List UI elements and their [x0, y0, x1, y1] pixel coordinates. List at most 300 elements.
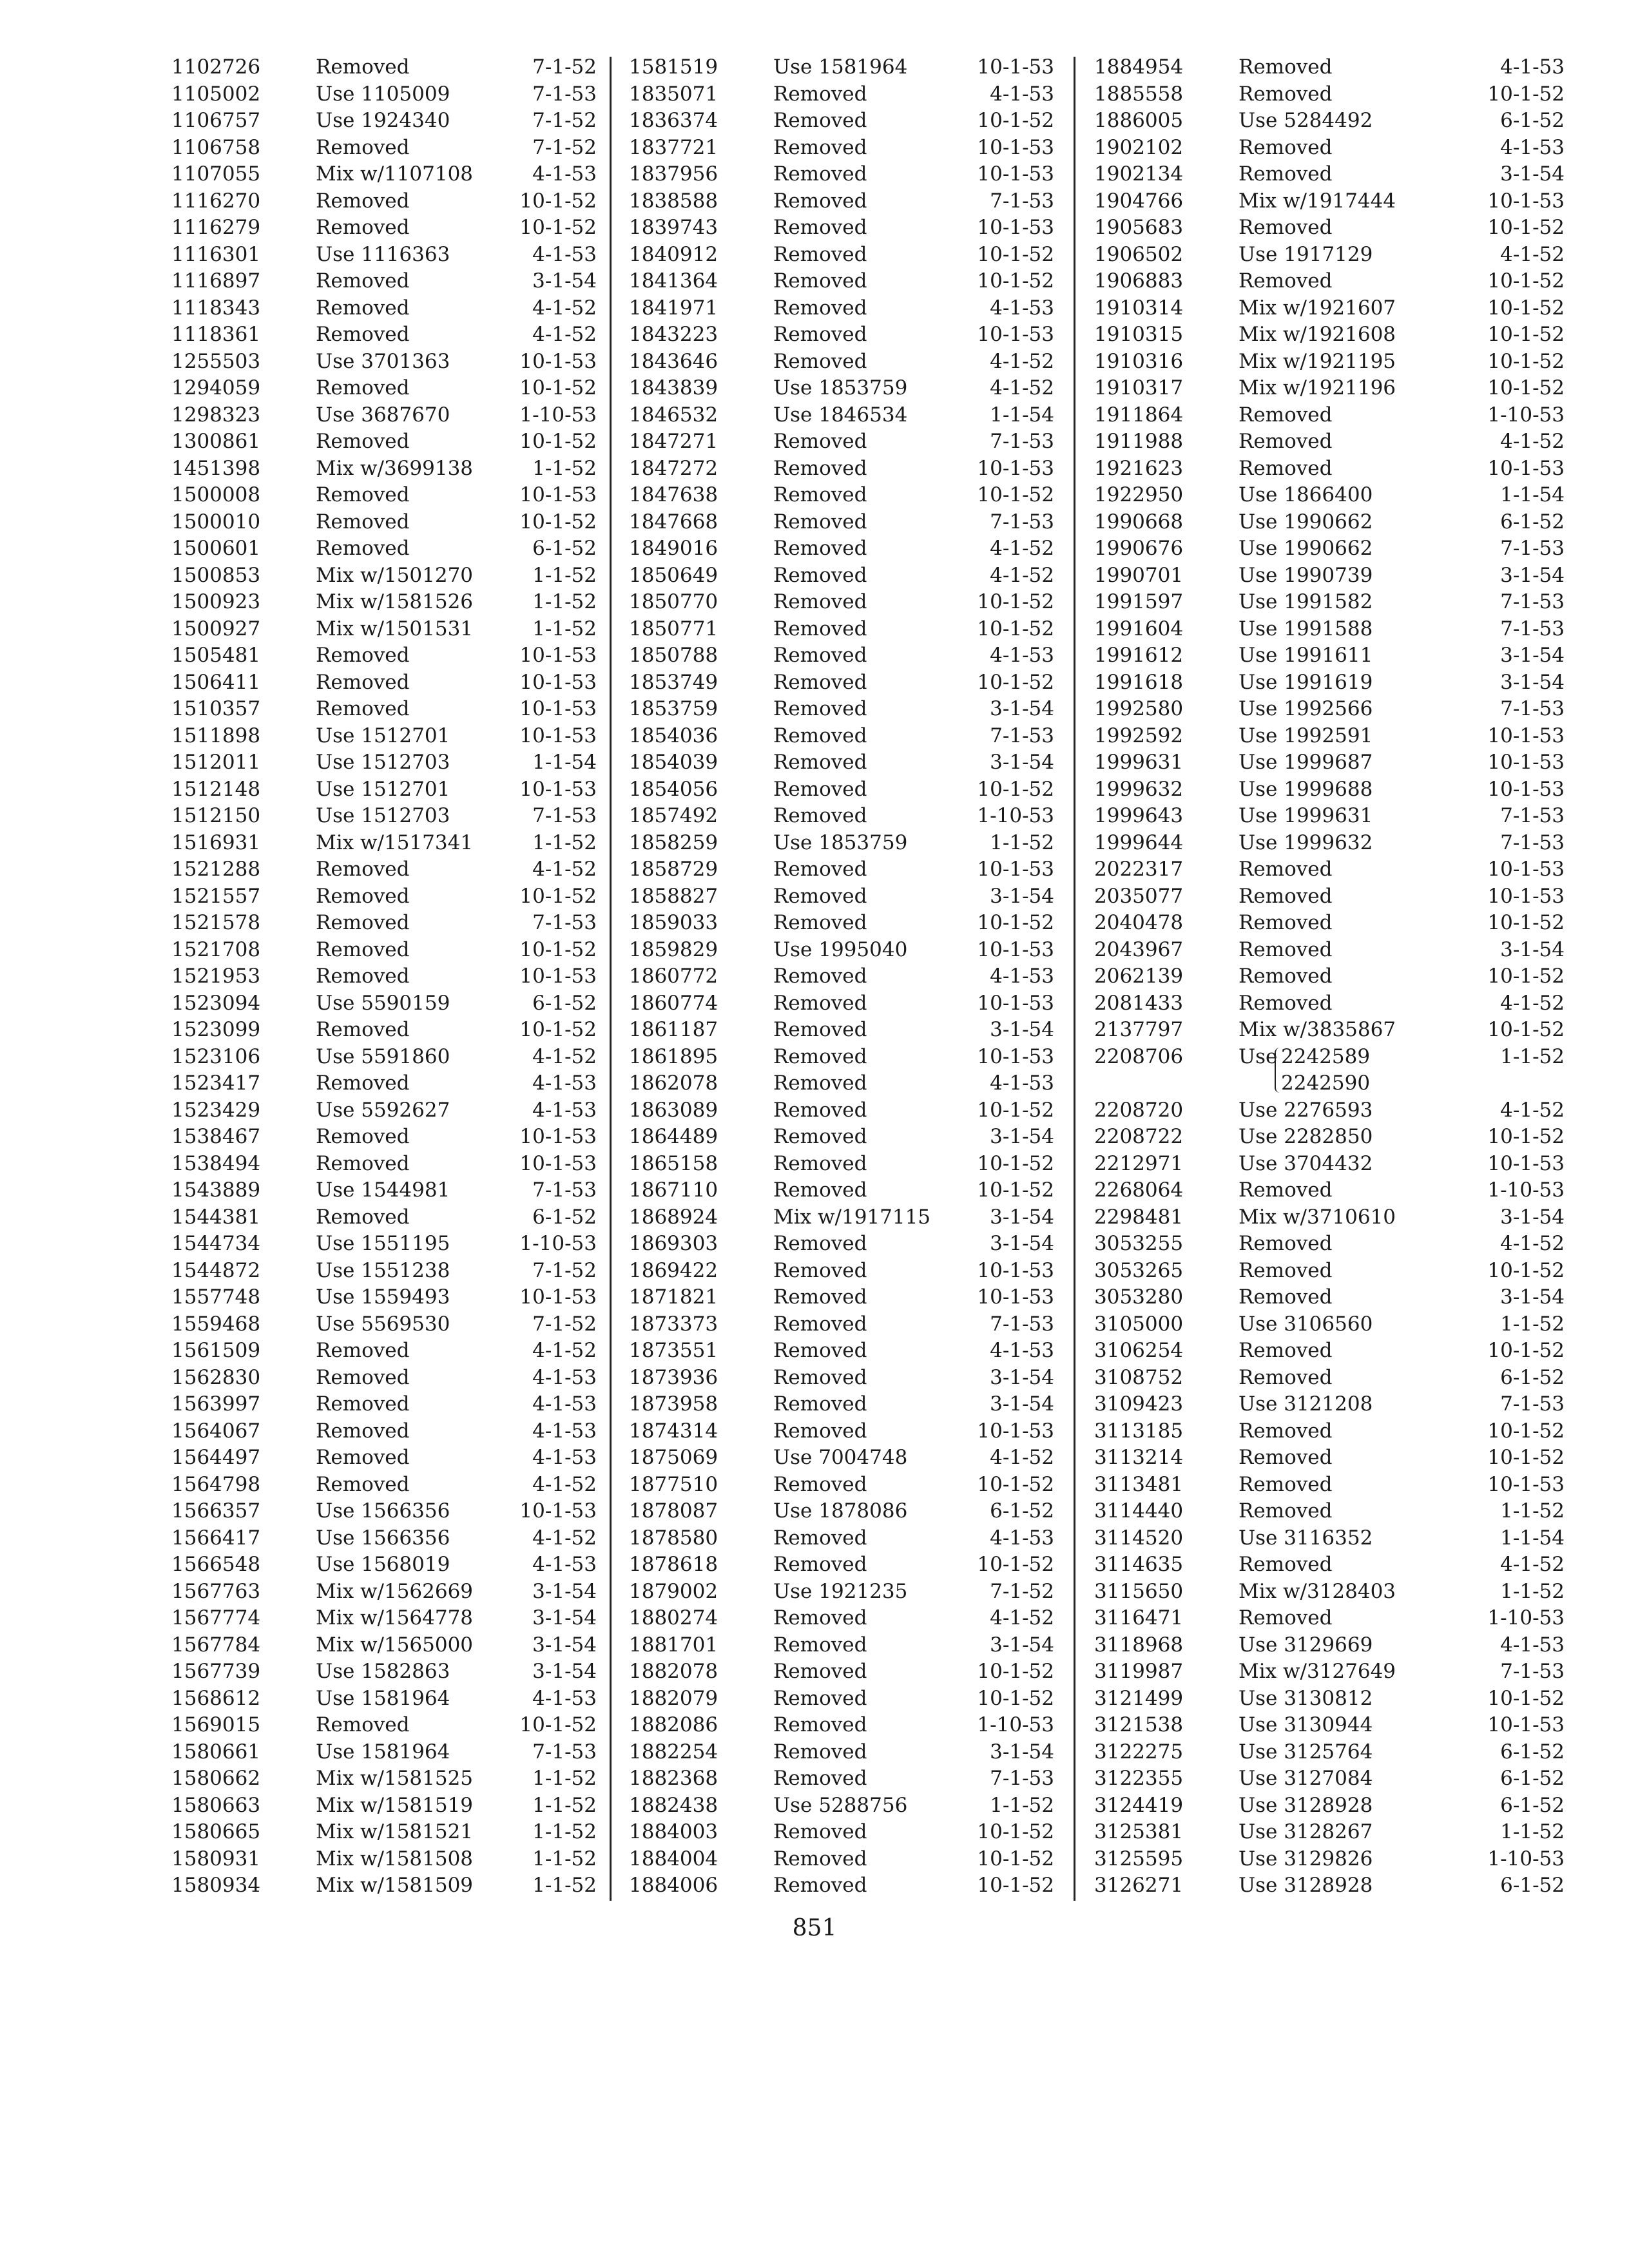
- part-number: 1884003: [629, 1820, 718, 1843]
- part-number: 1837956: [629, 162, 718, 186]
- table-row: [1094, 402, 1565, 429]
- part-number: 1999631: [1094, 751, 1184, 774]
- table-row: [1094, 535, 1565, 562]
- effective-date: 10-1-52: [519, 216, 597, 239]
- effective-date: 1-1-52: [532, 1793, 597, 1817]
- table-row: [629, 1658, 1080, 1686]
- part-number: 3108752: [1094, 1365, 1184, 1389]
- table-row: [171, 1284, 622, 1311]
- action-text: Removed: [316, 296, 410, 320]
- table-row: [1094, 1284, 1565, 1311]
- effective-date: 7-1-52: [532, 1258, 597, 1282]
- effective-date: 7-1-53: [990, 1767, 1054, 1790]
- action-text: Mix w/1921608: [1239, 323, 1396, 346]
- table-row: [171, 375, 622, 402]
- effective-date: 10-1-53: [977, 216, 1054, 239]
- table-row: [629, 535, 1080, 562]
- table-row: [171, 990, 622, 1017]
- action-text: Mix w/1921607: [1239, 296, 1396, 320]
- part-number: 1511898: [171, 724, 261, 747]
- part-number: 1884954: [1094, 55, 1184, 79]
- part-number: 1858827: [629, 884, 718, 908]
- part-number: 1847668: [629, 510, 718, 533]
- action-text: Removed: [773, 483, 867, 506]
- action-text: Removed: [773, 1178, 867, 1202]
- action-text: Removed: [316, 1446, 410, 1469]
- action-word: Use: [1239, 1044, 1278, 1068]
- effective-date: 4-1-52: [990, 376, 1054, 399]
- table-row: [171, 1311, 622, 1338]
- action-text: Removed: [773, 697, 867, 720]
- part-number: 1567763: [171, 1579, 261, 1603]
- effective-date: 3-1-54: [1500, 1205, 1565, 1229]
- effective-date: 10-1-52: [1487, 1125, 1565, 1148]
- table-row: [171, 322, 622, 349]
- table-row: [1094, 108, 1565, 135]
- part-number: 1881701: [629, 1633, 718, 1657]
- table-row: [1094, 749, 1565, 776]
- action-text: Use 1999688: [1239, 777, 1373, 801]
- part-number: 1867110: [629, 1178, 718, 1202]
- effective-date: 10-1-52: [1487, 1258, 1565, 1282]
- action-text: Use 1581964: [316, 1686, 450, 1710]
- action-text: Removed: [316, 911, 410, 934]
- action-text: Use 1581964: [773, 55, 908, 79]
- table-row: [629, 642, 1080, 669]
- effective-date: 6-1-52: [1500, 510, 1565, 533]
- action-text: Mix w/1581521: [316, 1820, 474, 1843]
- action-text: Removed: [316, 216, 410, 239]
- effective-date: 4-1-52: [532, 858, 597, 881]
- replacement-number: 2242590: [1281, 1072, 1371, 1095]
- table-row: [171, 161, 622, 188]
- part-number: 3053280: [1094, 1285, 1184, 1309]
- part-number: 1911988: [1094, 430, 1184, 453]
- effective-date: 10-1-53: [977, 55, 1054, 79]
- action-text: Removed: [316, 483, 410, 506]
- effective-date: 7-1-53: [1500, 537, 1565, 560]
- action-text: Use 1990662: [1239, 537, 1373, 560]
- part-number: 2137797: [1094, 1018, 1184, 1041]
- table-row: [171, 1819, 622, 1846]
- effective-date: 1-1-52: [532, 617, 597, 640]
- effective-date: 3-1-54: [1500, 162, 1565, 186]
- table-row: [1094, 1498, 1565, 1525]
- effective-date: 10-1-52: [1487, 349, 1565, 373]
- table-row: [1094, 910, 1565, 937]
- part-number: 1874314: [629, 1419, 718, 1443]
- table-row: [1094, 1338, 1565, 1365]
- table-row: [1094, 1658, 1565, 1686]
- part-number: 1569015: [171, 1713, 261, 1736]
- table-row: [1094, 1044, 1565, 1097]
- table-row: [171, 589, 622, 616]
- table-row: [171, 1658, 622, 1686]
- action-text: Mix w/1581508: [316, 1847, 474, 1870]
- action-text: Removed: [316, 937, 410, 961]
- table-row: [171, 1686, 622, 1713]
- action-text: Use 1846534: [773, 403, 908, 427]
- table-row: [171, 776, 622, 803]
- effective-date: 10-1-52: [977, 777, 1054, 801]
- action-text: Removed: [773, 724, 867, 747]
- table-row: [1094, 589, 1565, 616]
- part-number: 1868924: [629, 1205, 718, 1229]
- action-text: Removed: [1239, 858, 1333, 881]
- table-row: [629, 910, 1080, 937]
- table-row: [1094, 883, 1565, 910]
- effective-date: 3-1-54: [532, 269, 597, 293]
- action-text: Removed: [773, 1151, 867, 1175]
- part-number: 1510357: [171, 697, 261, 720]
- effective-date: 4-1-53: [1500, 1633, 1565, 1657]
- part-number: 3053255: [1094, 1232, 1184, 1255]
- table-row: [629, 1872, 1080, 1899]
- page-number: 851: [792, 1915, 837, 1941]
- table-row: [1094, 1311, 1565, 1338]
- action-text: Removed: [316, 323, 410, 346]
- table-row: [629, 749, 1080, 776]
- table-row: [171, 669, 622, 697]
- table-row: [171, 268, 622, 295]
- part-number: 1906502: [1094, 242, 1184, 266]
- effective-date: 6-1-52: [1500, 1740, 1565, 1763]
- effective-date: 1-1-52: [1500, 1312, 1565, 1336]
- part-number: 1521953: [171, 965, 261, 988]
- action-text: Removed: [316, 135, 410, 159]
- effective-date: 6-1-52: [1500, 1793, 1565, 1817]
- part-number: 3105000: [1094, 1312, 1184, 1336]
- part-number: 2040478: [1094, 911, 1184, 934]
- effective-date: 1-1-54: [532, 751, 597, 774]
- table-row: [171, 215, 622, 242]
- table-row: [1094, 1525, 1565, 1552]
- column-1: [171, 54, 622, 1899]
- action-text: Use 1991588: [1239, 617, 1373, 640]
- effective-date: 4-1-52: [1500, 991, 1565, 1015]
- action-text: Use 5592627: [316, 1098, 450, 1122]
- effective-date: 1-1-54: [1500, 1526, 1565, 1550]
- table-row: [629, 1177, 1080, 1204]
- table-row: [1094, 1605, 1565, 1632]
- action-text: Use 1999631: [1239, 804, 1373, 827]
- table-row: [171, 1525, 622, 1552]
- effective-date: 1-1-52: [1500, 1820, 1565, 1843]
- effective-date: 3-1-54: [990, 1392, 1054, 1416]
- part-number: 3114440: [1094, 1499, 1184, 1523]
- action-text: Removed: [1239, 1446, 1333, 1469]
- part-number: 1871821: [629, 1285, 718, 1309]
- effective-date: 1-10-53: [519, 1232, 597, 1255]
- action-text: Removed: [773, 1232, 867, 1255]
- table-row: [171, 108, 622, 135]
- table-row: [629, 990, 1080, 1017]
- effective-date: 10-1-53: [977, 135, 1054, 159]
- table-row: [629, 1472, 1080, 1499]
- part-number: 1873373: [629, 1312, 718, 1336]
- effective-date: 7-1-53: [532, 82, 597, 106]
- action-text: Removed: [773, 1606, 867, 1629]
- part-number: 1999644: [1094, 831, 1184, 854]
- part-number: 1544381: [171, 1205, 261, 1229]
- action-text: Removed: [316, 1472, 410, 1496]
- part-number: 1544872: [171, 1258, 261, 1282]
- action-text: Removed: [773, 349, 867, 373]
- table-row: [629, 1311, 1080, 1338]
- effective-date: 10-1-52: [977, 1178, 1054, 1202]
- part-number: 1869303: [629, 1232, 718, 1255]
- action-text: Use 1581964: [316, 1740, 450, 1763]
- part-number: 1523094: [171, 991, 261, 1015]
- table-row: [1094, 642, 1565, 669]
- effective-date: 4-1-53: [1500, 135, 1565, 159]
- effective-date: 3-1-54: [1500, 644, 1565, 667]
- effective-date: 7-1-52: [532, 109, 597, 132]
- part-number: 1849016: [629, 537, 718, 560]
- table-row: [629, 509, 1080, 536]
- part-number: 1506411: [171, 670, 261, 694]
- table-row: [1094, 81, 1565, 108]
- action-text: Removed: [773, 1633, 867, 1657]
- table-row: [629, 1579, 1080, 1606]
- part-number: 1990668: [1094, 510, 1184, 533]
- table-row: [629, 482, 1080, 509]
- part-number: 1846532: [629, 403, 718, 427]
- part-number: 1544734: [171, 1232, 261, 1255]
- table-row: [629, 669, 1080, 697]
- table-row: [1094, 428, 1565, 456]
- part-number: 1580931: [171, 1847, 261, 1870]
- effective-date: 4-1-53: [990, 1339, 1054, 1362]
- effective-date: 10-1-52: [977, 1686, 1054, 1710]
- action-text: Use 1551195: [316, 1232, 450, 1255]
- action-text: Mix w/1581519: [316, 1793, 474, 1817]
- effective-date: 10-1-53: [1487, 751, 1565, 774]
- table-row: [1094, 1579, 1565, 1606]
- effective-date: 3-1-54: [990, 1125, 1054, 1148]
- action-text: Use 1551238: [316, 1258, 450, 1282]
- table-row: [171, 1204, 622, 1231]
- effective-date: 10-1-52: [977, 109, 1054, 132]
- action-text: Use 1991611: [1239, 644, 1373, 667]
- action-text: Use 1105009: [316, 82, 450, 106]
- action-text: Removed: [316, 1392, 410, 1416]
- action-text: Removed: [1239, 884, 1333, 908]
- effective-date: 10-1-52: [1487, 911, 1565, 934]
- table-row: [629, 1686, 1080, 1713]
- part-number: 1905683: [1094, 216, 1184, 239]
- table-row: [1094, 1792, 1565, 1820]
- part-number: 1580663: [171, 1793, 261, 1817]
- part-number: 1523417: [171, 1072, 261, 1095]
- effective-date: 10-1-52: [977, 1151, 1054, 1175]
- action-text: Use 3128267: [1239, 1820, 1373, 1843]
- part-number: 3122355: [1094, 1767, 1184, 1790]
- table-row: [171, 509, 622, 536]
- action-text: Removed: [1239, 1606, 1333, 1629]
- part-number: 1843646: [629, 349, 718, 373]
- action-text: Removed: [1239, 937, 1333, 961]
- part-number: 1564497: [171, 1446, 261, 1469]
- effective-date: 10-1-53: [519, 724, 597, 747]
- action-text: Removed: [773, 1125, 867, 1148]
- action-text: Removed: [773, 162, 867, 186]
- part-number: 1500008: [171, 483, 261, 506]
- table-row: [171, 349, 622, 376]
- action-text: Removed: [773, 1419, 867, 1443]
- effective-date: 10-1-53: [1487, 777, 1565, 801]
- action-text: Removed: [773, 1874, 867, 1897]
- action-text: Use 1878086: [773, 1499, 908, 1523]
- action-text: Removed: [1239, 403, 1333, 427]
- table-row: [629, 1765, 1080, 1792]
- part-number: 2081433: [1094, 991, 1184, 1015]
- effective-date: 7-1-53: [532, 1178, 597, 1202]
- part-number: 1568612: [171, 1686, 261, 1710]
- table-row: [171, 749, 622, 776]
- part-number: 1992592: [1094, 724, 1184, 747]
- effective-date: 10-1-52: [977, 1660, 1054, 1683]
- effective-date: 3-1-54: [990, 1633, 1054, 1657]
- table-row: [629, 1151, 1080, 1178]
- part-number: 1523106: [171, 1044, 261, 1068]
- action-text: Removed: [773, 751, 867, 774]
- brace-mark: [1275, 1048, 1280, 1093]
- effective-date: 10-1-53: [519, 697, 597, 720]
- table-row: [1094, 215, 1565, 242]
- table-row: [171, 1792, 622, 1820]
- part-number: 1512148: [171, 777, 261, 801]
- effective-date: 10-1-52: [977, 242, 1054, 266]
- action-text: Removed: [773, 430, 867, 453]
- part-number: 1864489: [629, 1125, 718, 1148]
- part-number: 3114635: [1094, 1553, 1184, 1576]
- part-number: 1562830: [171, 1365, 261, 1389]
- action-text: Removed: [1239, 162, 1333, 186]
- effective-date: 10-1-52: [977, 911, 1054, 934]
- table-row: [171, 242, 622, 269]
- effective-date: 10-1-53: [1487, 724, 1565, 747]
- effective-date: 7-1-53: [990, 1312, 1054, 1336]
- action-text: Removed: [1239, 991, 1333, 1015]
- column-divider: [1074, 57, 1075, 1901]
- effective-date: 1-1-52: [532, 831, 597, 854]
- action-text: Removed: [773, 323, 867, 346]
- table-row: [1094, 1177, 1565, 1204]
- part-number: 1116301: [171, 242, 261, 266]
- action-text: Use 3106560: [1239, 1312, 1373, 1336]
- table-row: [629, 375, 1080, 402]
- table-row: [171, 1231, 622, 1258]
- table-row: [629, 562, 1080, 590]
- action-text: Use 3701363: [316, 349, 450, 373]
- table-row: [171, 883, 622, 910]
- effective-date: 4-1-52: [990, 537, 1054, 560]
- table-row: [629, 589, 1080, 616]
- table-row: [629, 1525, 1080, 1552]
- part-number: 1837721: [629, 135, 718, 159]
- part-number: 3053265: [1094, 1258, 1184, 1282]
- action-text: Removed: [1239, 1339, 1333, 1362]
- effective-date: 10-1-53: [977, 1285, 1054, 1309]
- effective-date: 10-1-52: [1487, 1419, 1565, 1443]
- action-text: Removed: [773, 1339, 867, 1362]
- effective-date: 6-1-52: [1500, 1874, 1565, 1897]
- effective-date: 10-1-53: [519, 670, 597, 694]
- part-number: 1516931: [171, 831, 261, 854]
- action-text: Removed: [316, 1205, 410, 1229]
- effective-date: 10-1-52: [1487, 216, 1565, 239]
- part-number: 2062139: [1094, 965, 1184, 988]
- action-text: Mix w/3699138: [316, 456, 474, 480]
- action-text: Use 3116352: [1239, 1526, 1373, 1550]
- part-number: 1563997: [171, 1392, 261, 1416]
- table-row: [1094, 562, 1565, 590]
- effective-date: 10-1-53: [977, 456, 1054, 480]
- effective-date: 3-1-54: [990, 1365, 1054, 1389]
- effective-date: 10-1-53: [977, 1258, 1054, 1282]
- action-text: Removed: [773, 510, 867, 533]
- part-number: 1300861: [171, 430, 261, 453]
- part-number: 3115650: [1094, 1579, 1184, 1603]
- part-number: 1850771: [629, 617, 718, 640]
- part-number: 1500923: [171, 590, 261, 613]
- effective-date: 10-1-53: [519, 965, 597, 988]
- part-number: 1521288: [171, 858, 261, 881]
- table-row: [629, 1258, 1080, 1285]
- action-text: Use 3127084: [1239, 1767, 1373, 1790]
- action-text: Removed: [773, 1660, 867, 1683]
- effective-date: 7-1-52: [532, 55, 597, 79]
- part-number: 1118361: [171, 323, 261, 346]
- table-row: [629, 1819, 1080, 1846]
- action-text: Removed: [773, 1072, 867, 1095]
- part-number: 1886005: [1094, 109, 1184, 132]
- table-row: [1094, 54, 1565, 81]
- table-row: [1094, 616, 1565, 643]
- column-2: [629, 54, 1080, 1899]
- table-row: [1094, 830, 1565, 857]
- effective-date: 10-1-52: [977, 1847, 1054, 1870]
- effective-date: 10-1-52: [1487, 323, 1565, 346]
- part-number: 1854039: [629, 751, 718, 774]
- action-text: Mix w/1517341: [316, 831, 474, 854]
- action-text: Mix w/1107108: [316, 162, 474, 186]
- part-number: 1990676: [1094, 537, 1184, 560]
- effective-date: 10-1-53: [519, 1151, 597, 1175]
- action-text: Removed: [316, 376, 410, 399]
- effective-date: 10-1-53: [519, 483, 597, 506]
- table-row: [629, 1498, 1080, 1525]
- part-number: 1106757: [171, 109, 261, 132]
- part-number: 3121538: [1094, 1713, 1184, 1736]
- part-number: 1847271: [629, 430, 718, 453]
- part-number: 1512150: [171, 804, 261, 827]
- table-row: [171, 402, 622, 429]
- effective-date: 10-1-52: [977, 1820, 1054, 1843]
- action-text: Mix w/1501531: [316, 617, 474, 640]
- effective-date: 4-1-52: [1500, 1232, 1565, 1255]
- action-text: Removed: [1239, 1365, 1333, 1389]
- table-row: [629, 81, 1080, 108]
- action-text: Removed: [316, 269, 410, 293]
- table-row: [1094, 1124, 1565, 1151]
- table-row: [1094, 1739, 1565, 1766]
- part-number: 1991604: [1094, 617, 1184, 640]
- table-row: [171, 723, 622, 750]
- action-text: Removed: [773, 1740, 867, 1763]
- table-row: [171, 1338, 622, 1365]
